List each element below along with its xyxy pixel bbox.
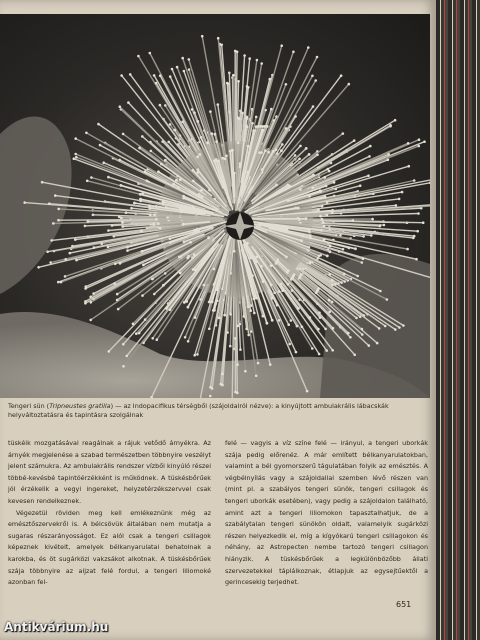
sea-urchin-image	[0, 14, 430, 398]
caption-species: Tripneustes gratilla	[49, 402, 111, 410]
caption-text: ) — az Indopacifikus térségből (szájoldalról nézve): a kinyújtott ambulakrális lábacskák helyváltoztatásra és tapintásra szolgálnak	[8, 402, 389, 419]
caption-prefix: Tengeri sün (	[8, 402, 50, 410]
book-page-edges	[436, 0, 480, 640]
paragraph: tüskéik mozgatásával reagálnak a rájuk vetődő árnyékra. Az árnyék megjelenése a szabad természetben többnyire veszélyt jelent számukra. Az ambulakrális rendszer vízből kinyúló részei többé-kevésbé tapintóérzékként is működnek. A tüskésbőrűek jól érzékelik a vegyi ingereket, helyzetérzékszervvel csak kevesen rendelkeznek.	[8, 439, 211, 505]
text-column-right	[225, 438, 428, 589]
body-text	[8, 438, 428, 589]
paragraph: felé — vagyis a víz színe felé — irányul, a tengeri uborkák szája pedig előrenéz. A már említett bélkanyarulatokban, valamint a bél gyomorszerű tágulatában folyik az emésztés. A végbélnyílás vagy a szájoldallal szemben lévő részen van (mint pl. a szabályos tengeri sünök, tengeri csillagok és tengeri uborkák esetében), vagy pedig a szájoldalon található, amint azt a tengeri liliomokon tapasztalhatjuk, de a szabálytalan tengeri sünökön oldalt, valamelyik sugárközi részen helyezkedik el, míg a kígyókarú tengeri csillagokon és néhány, az Astropecten nembe tartozó tengeri csillagon hiányzik. A tüskésbőrűek a legkülönbözőbb állati szervezetekkel táplálkoznak, étlapjuk az egysejtűektől a gerincesekig terjedhet.	[225, 439, 428, 587]
paragraph: Végezetül röviden meg kell emlékeznünk még az emésztőszervekről is. A bélcsövük általában nem mutatja a sugaras részarányosságot. Ez alól csak a tengeri csillagok képeznek kivételt, amelyek bélkanyarulatai behatolnak a karokba, és öt sugárközi vakzsákot alkotnak. A tüskésbőrűek szája többnyire az aljzat felé fordul, a tengeri liliomoké azonban fel-	[8, 508, 211, 587]
page-number: 651	[396, 600, 412, 609]
watermark: Antikvárium.hu	[4, 620, 109, 634]
photo-caption	[8, 402, 428, 420]
sea-urchin-photo	[0, 14, 430, 398]
text-column-left	[8, 438, 211, 589]
